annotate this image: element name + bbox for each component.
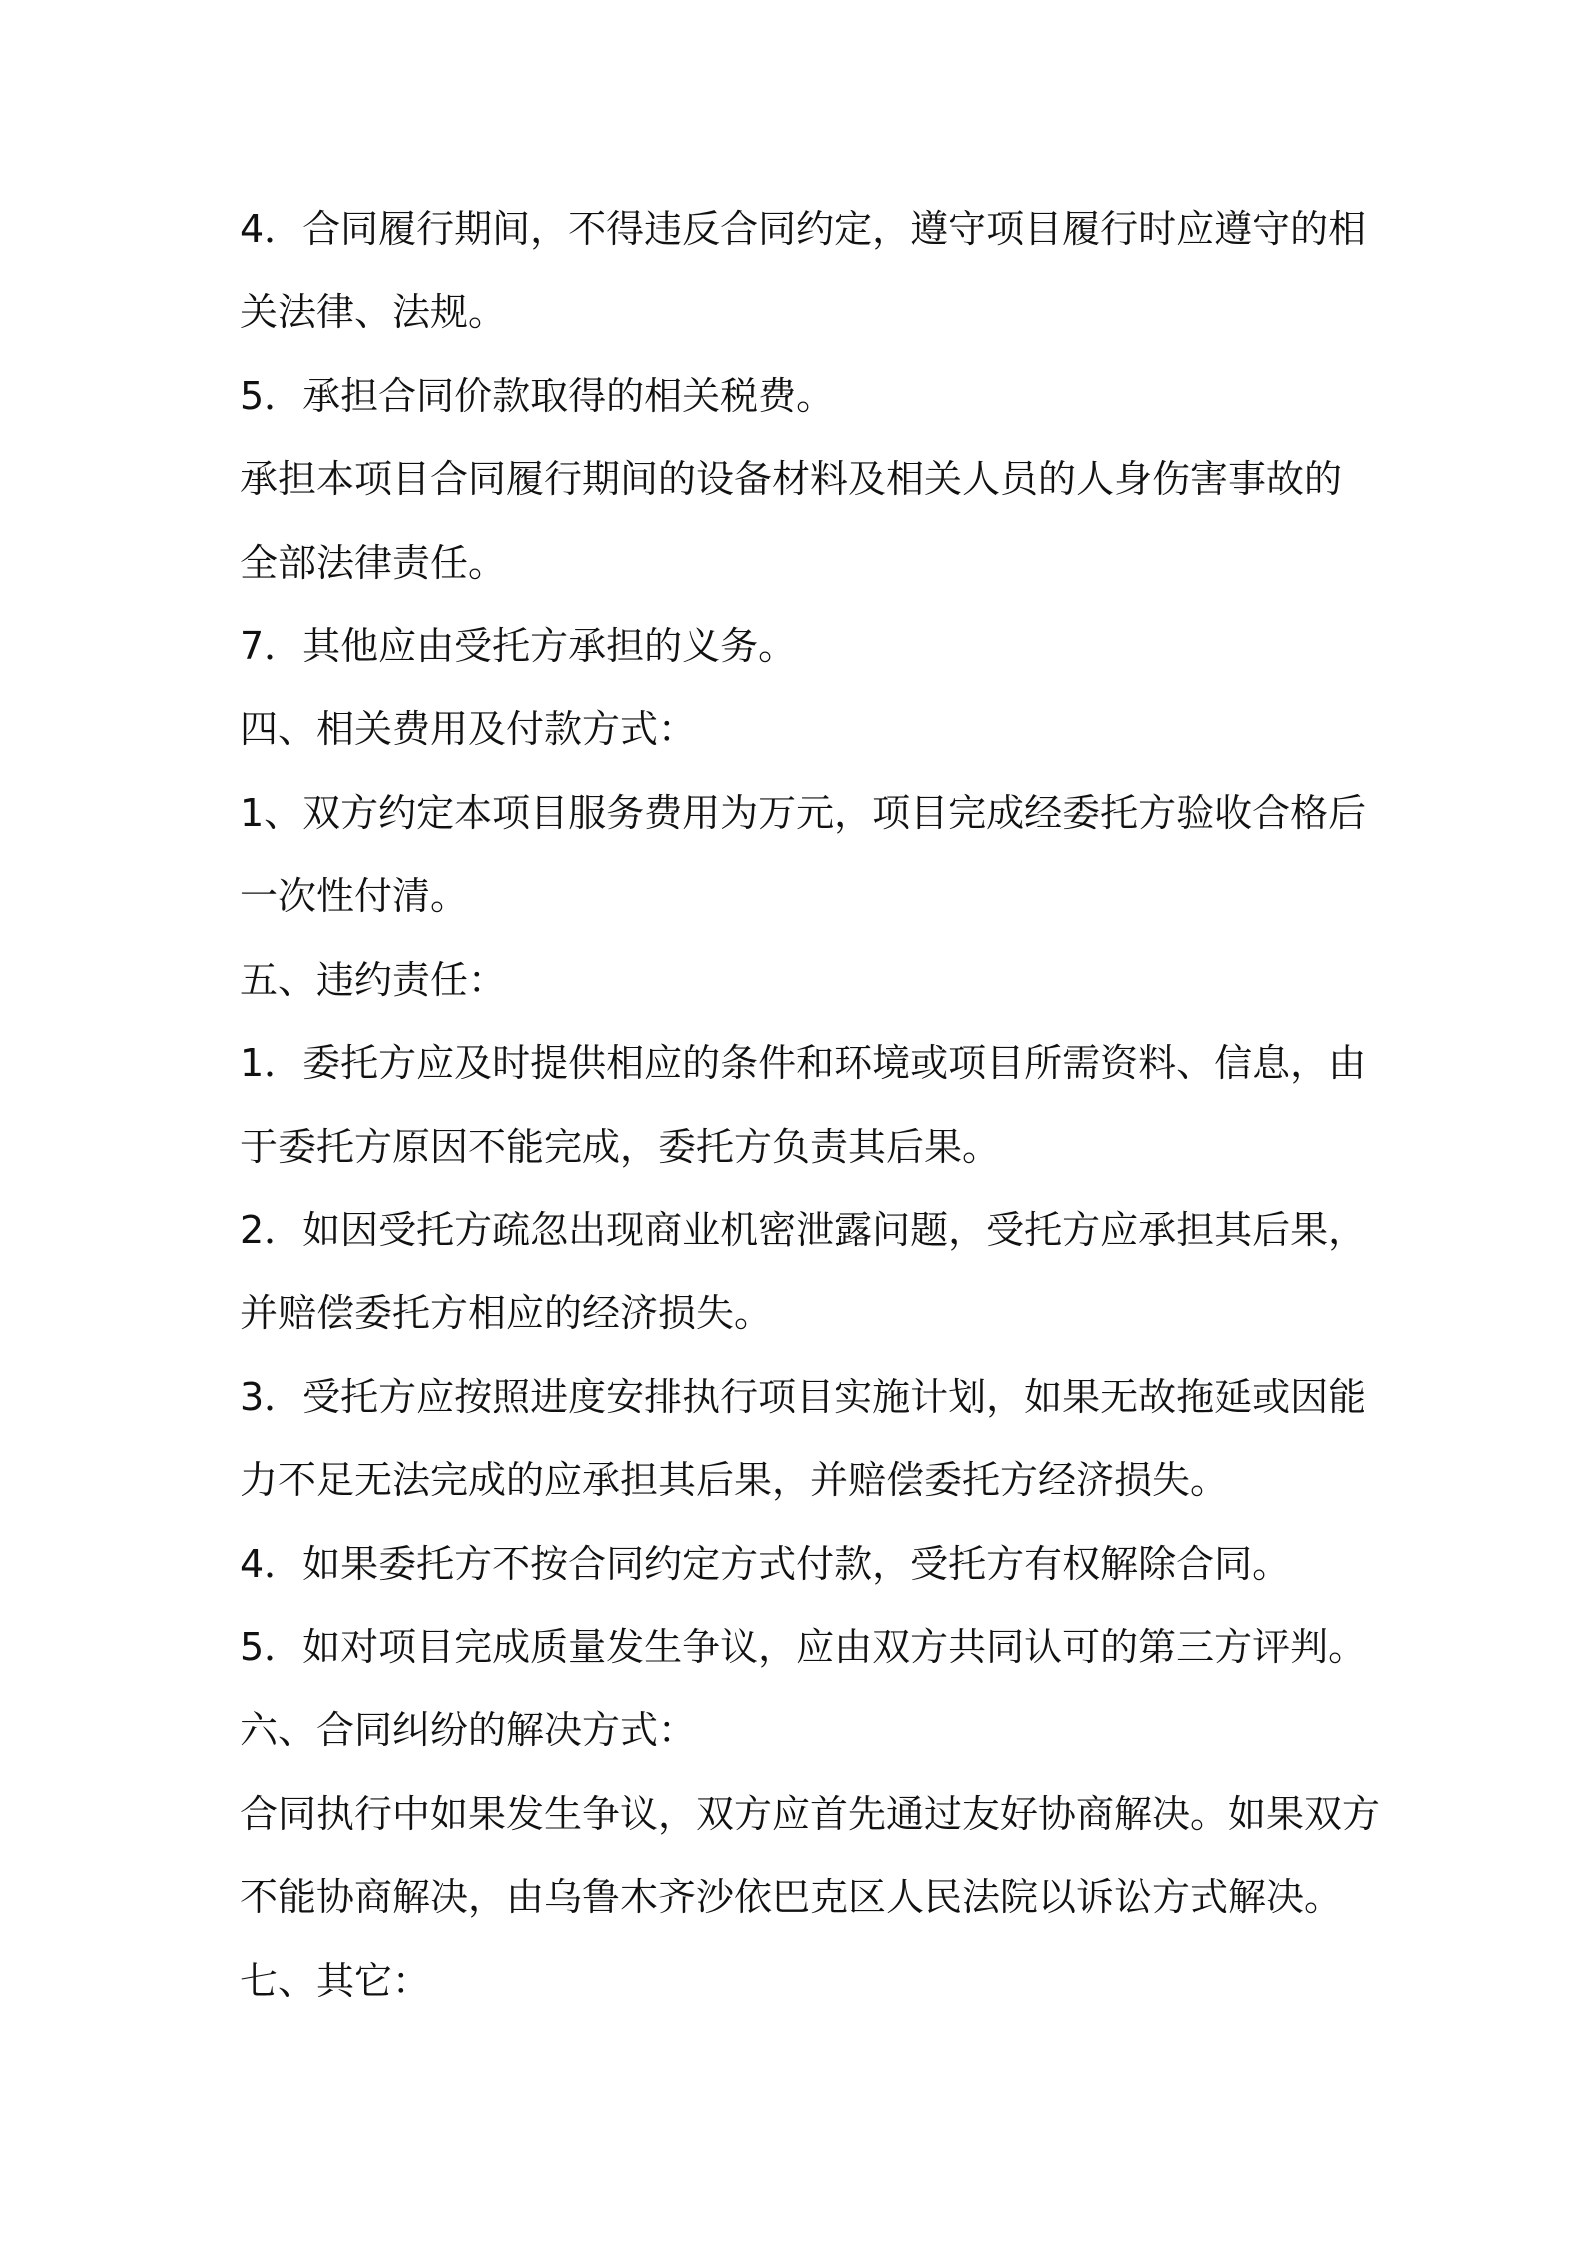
clause-4-line-1: 4．合同履行期间，不得违反合同约定，遵守项目履行时应遵守的相 [240, 207, 1367, 251]
section-4-heading: 四、相关费用及付款方式： [240, 707, 697, 751]
breach-clause-5-line: 5．如对项目完成质量发生争议，应由双方共同认可的第三方评判。 [240, 1625, 1367, 1669]
breach-clause-2-line-1: 2．如因受托方疏忽出现商业机密泄露问题，受托方应承担其后果， [240, 1208, 1367, 1252]
breach-clause-3-line-2: 力不足无法完成的应承担其后果，并赔偿委托方经济损失。 [240, 1458, 1229, 1502]
dispute-clause-line-1: 合同执行中如果发生争议，双方应首先通过友好协商解决。如果双方 [240, 1792, 1381, 1836]
breach-clause-1-line-2: 于委托方原因不能完成，委托方负责其后果。 [240, 1125, 1001, 1169]
clause-4-line-2: 关法律、法规。 [240, 290, 507, 334]
breach-clause-3-line-1: 3．受托方应按照进度安排执行项目实施计划，如果无故拖延或因能 [240, 1375, 1367, 1419]
dispute-clause-line-2: 不能协商解决，由乌鲁木齐沙依巴克区人民法院以诉讼方式解决。 [240, 1875, 1343, 1919]
breach-clause-4-line: 4．如果委托方不按合同约定方式付款，受托方有权解除合同。 [240, 1542, 1291, 1586]
breach-clause-1-line-1: 1．委托方应及时提供相应的条件和环境或项目所需资料、信息，由 [240, 1041, 1367, 1085]
breach-clause-2-line-2: 并赔偿委托方相应的经济损失。 [240, 1291, 773, 1335]
clause-7-line: 7．其他应由受托方承担的义务。 [240, 624, 797, 668]
clause-6-line-1: 承担本项目合同履行期间的设备材料及相关人员的人身伤害事故的 [240, 457, 1343, 501]
section-7-heading: 七、其它： [240, 1959, 431, 2003]
clause-6-line-2: 全部法律责任。 [240, 541, 507, 585]
section-6-heading: 六、合同纠纷的解决方式： [240, 1708, 697, 1752]
section-5-heading: 五、违约责任： [240, 958, 507, 1002]
fee-clause-line-2: 一次性付清。 [240, 874, 469, 918]
fee-clause-line-1: 1、双方约定本项目服务费用为万元，项目完成经委托方验收合格后 [240, 791, 1367, 835]
clause-5-line: 5．承担合同价款取得的相关税费。 [240, 374, 835, 418]
